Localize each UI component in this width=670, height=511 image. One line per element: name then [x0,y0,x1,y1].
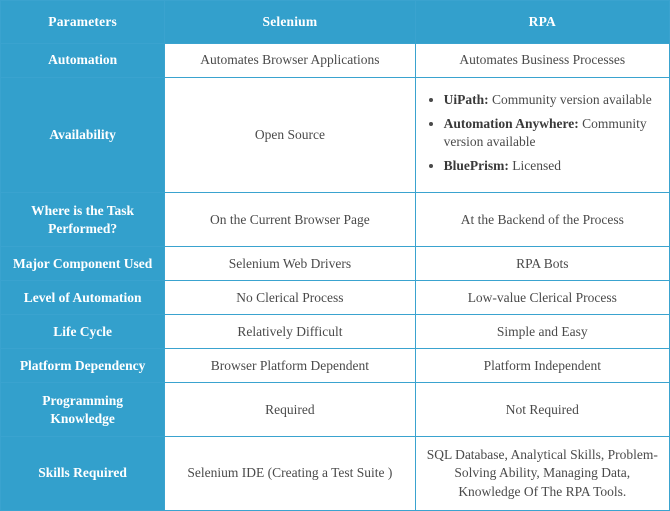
column-header-selenium: Selenium [165,1,415,44]
list-item-term: Automation Anywhere: [443,115,579,131]
cell-selenium-where-task-performed: On the Current Browser Page [165,193,415,247]
table-row [1,44,670,78]
table-row [1,437,670,511]
column-header-parameters: Parameters [1,1,165,44]
row-parameter-programming-knowledge: Programming Knowledge [1,383,165,437]
cell-rpa-level-of-automation: Low-value Clerical Process [415,281,669,315]
row-parameter-automation: Automation [1,44,165,78]
list-item-text: Licensed [508,158,561,174]
list-item [444,115,661,151]
cell-selenium-skills-required: Selenium IDE (Creating a Test Suite ) [165,437,415,511]
cell-selenium-major-component-used: Selenium Web Drivers [165,247,415,281]
column-header-rpa: RPA [415,1,669,44]
cell-rpa-platform-dependency: Platform Independent [415,349,669,383]
table-row [1,78,670,193]
cell-selenium-automation: Automates Browser Applications [165,44,415,78]
cell-rpa-major-component-used: RPA Bots [415,247,669,281]
cell-selenium-life-cycle: Relatively Difficult [165,315,415,349]
table-row [1,383,670,437]
list-item-term: BluePrism: [443,158,509,174]
row-parameter-skills-required: Skills Required [1,437,165,511]
row-parameter-level-of-automation: Level of Automation [1,281,165,315]
list-item-term: UiPath: [443,91,489,107]
list-item [444,91,661,109]
cell-selenium-level-of-automation: No Clerical Process [165,281,415,315]
cell-selenium-programming-knowledge: Required [165,383,415,437]
cell-selenium-availability: Open Source [165,78,415,193]
cell-rpa-automation: Automates Business Processes [415,44,669,78]
list-item-text: Community version available [443,115,647,150]
rpa-availability-list [424,91,661,176]
row-parameter-life-cycle: Life Cycle [1,315,165,349]
table-row [1,281,670,315]
cell-rpa-availability [415,78,669,193]
table-row [1,193,670,247]
list-item-text: Community version available [488,91,652,107]
table-row [1,349,670,383]
cell-selenium-platform-dependency: Browser Platform Dependent [165,349,415,383]
row-parameter-where-task-performed: Where is the Task Performed? [1,193,165,247]
list-item [444,157,661,175]
row-parameter-availability: Availability [1,78,165,193]
cell-rpa-programming-knowledge: Not Required [415,383,669,437]
table-row [1,315,670,349]
table-header-row [1,1,670,44]
row-parameter-platform-dependency: Platform Dependency [1,349,165,383]
cell-rpa-life-cycle: Simple and Easy [415,315,669,349]
table-row [1,247,670,281]
row-parameter-major-component-used: Major Component Used [1,247,165,281]
cell-rpa-skills-required: SQL Database, Analytical Skills, Problem-Solving Ability, Managing Data, Knowledge Of The RPA Tools. [415,437,669,511]
cell-rpa-where-task-performed: At the Backend of the Process [415,193,669,247]
